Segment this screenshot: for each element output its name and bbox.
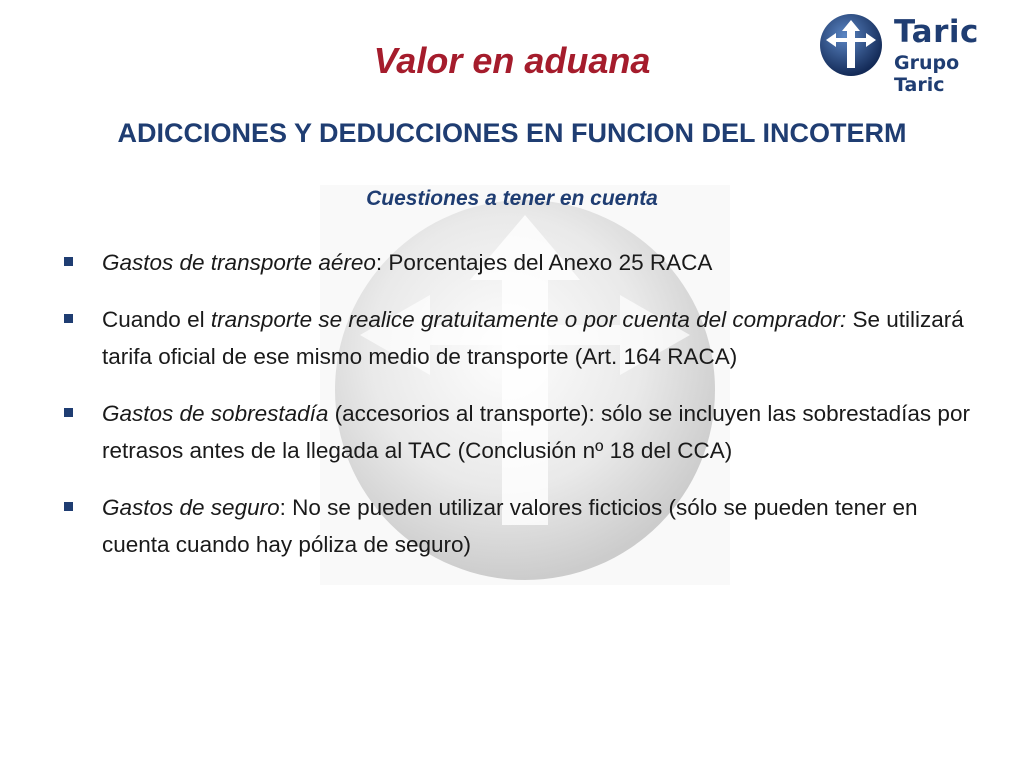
bullet-item-air-transport xyxy=(62,244,982,281)
bullet-text: (accesorios al transporte): sólo se incluyen las sobrestadías por retrasos antes de la llegada al TAC (Conclusión nº 18 del CCA) xyxy=(102,401,970,463)
slide-subtitle: ADICCIONES Y DEDUCCIONES EN FUNCION DEL INCOTERM xyxy=(117,118,907,148)
bullet-text: Se utilizará tarifa oficial de ese mismo medio de transporte (Art. 164 RACA) xyxy=(102,307,964,369)
bullet-item-demurrage xyxy=(62,395,982,469)
bullet-italic-lead: Gastos de sobrestadía xyxy=(102,401,329,426)
bullet-item-free-transport xyxy=(62,301,982,375)
bullet-square-icon xyxy=(64,502,73,511)
bullet-lead: Cuando el xyxy=(102,307,211,332)
bullet-text: : No se pueden utilizar valores ficticios (sólo se pueden tener en cuenta cuando hay póliza de seguro) xyxy=(102,495,918,557)
bullet-square-icon xyxy=(64,314,73,323)
bullet-text: : Porcentajes del Anexo 25 RACA xyxy=(375,250,713,275)
logo-group-name: Grupo Taric xyxy=(894,52,960,96)
bullet-square-icon xyxy=(64,408,73,417)
section-heading: Cuestiones a tener en cuenta xyxy=(366,187,658,210)
bullet-list xyxy=(62,244,982,583)
slide-title: Valor en aduana xyxy=(373,40,651,81)
bullet-item-insurance xyxy=(62,489,982,563)
logo-name: Taric xyxy=(894,14,979,50)
bullet-italic-lead: Gastos de transporte aéreo xyxy=(102,250,376,275)
bullet-italic-mid: transporte se realice gratuitamente o por cuenta del comprador: xyxy=(210,307,847,332)
bullet-square-icon xyxy=(64,257,73,266)
bullet-italic-lead: Gastos de seguro xyxy=(102,495,280,520)
